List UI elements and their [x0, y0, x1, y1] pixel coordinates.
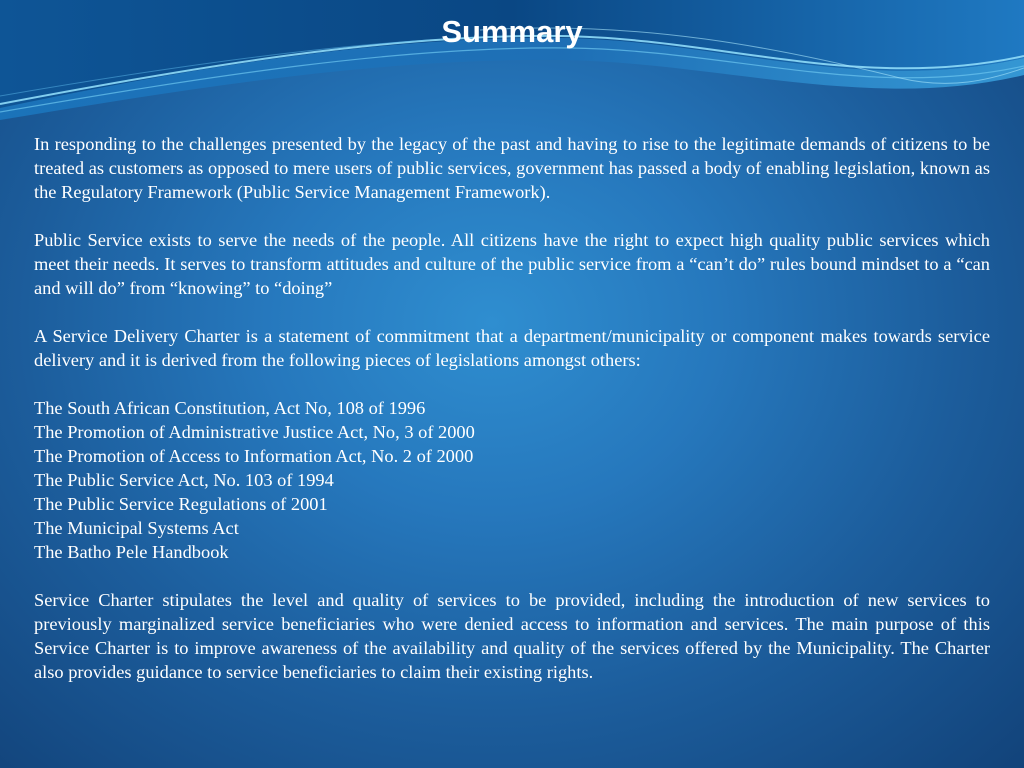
- legislation-item: The Public Service Regulations of 2001: [34, 494, 328, 514]
- legislation-list: [34, 396, 990, 564]
- legislation-item: The Municipal Systems Act: [34, 518, 239, 538]
- legislation-item: The Promotion of Access to Information Act, No. 2 of 2000: [34, 446, 474, 466]
- legislation-item: The Batho Pele Handbook: [34, 542, 229, 562]
- intro-paragraph: In responding to the challenges presented by the legacy of the past and having to rise to the legitimate demands of citizens to be treated as customers as opposed to mere users of public services, government has passed a body of enabling legislation, known as the Regulatory Framework (Public Service Management Framework).: [34, 134, 990, 202]
- summary-body: [34, 132, 990, 708]
- slide-title: Summary: [441, 14, 583, 49]
- charter-purpose-paragraph: Service Charter stipulates the level and quality of services to be provided, including the introduction of new services to previously marginalized service beneficiaries who were denied access to information and services. The main purpose of this Service Charter is to improve awareness of the availability and quality of the services offered by the Municipality. The Charter also provides guidance to service beneficiaries to claim their existing rights.: [34, 590, 990, 682]
- legislation-item: The South African Constitution, Act No, 108 of 1996: [34, 398, 426, 418]
- legislation-item: The Public Service Act, No. 103 of 1994: [34, 470, 334, 490]
- legislation-item: The Promotion of Administrative Justice Act, No, 3 of 2000: [34, 422, 475, 442]
- charter-definition-paragraph: A Service Delivery Charter is a statement of commitment that a department/municipality or component makes towards service delivery and it is derived from the following pieces of legislations amongst others:: [34, 326, 990, 370]
- public-service-paragraph: Public Service exists to serve the needs of the people. All citizens have the right to expect high quality public services which meet their needs. It serves to transform attitudes and culture of the public service from a “can’t do” rules bound mindset to a “can and will do” from “knowing” to “doing”: [34, 230, 990, 298]
